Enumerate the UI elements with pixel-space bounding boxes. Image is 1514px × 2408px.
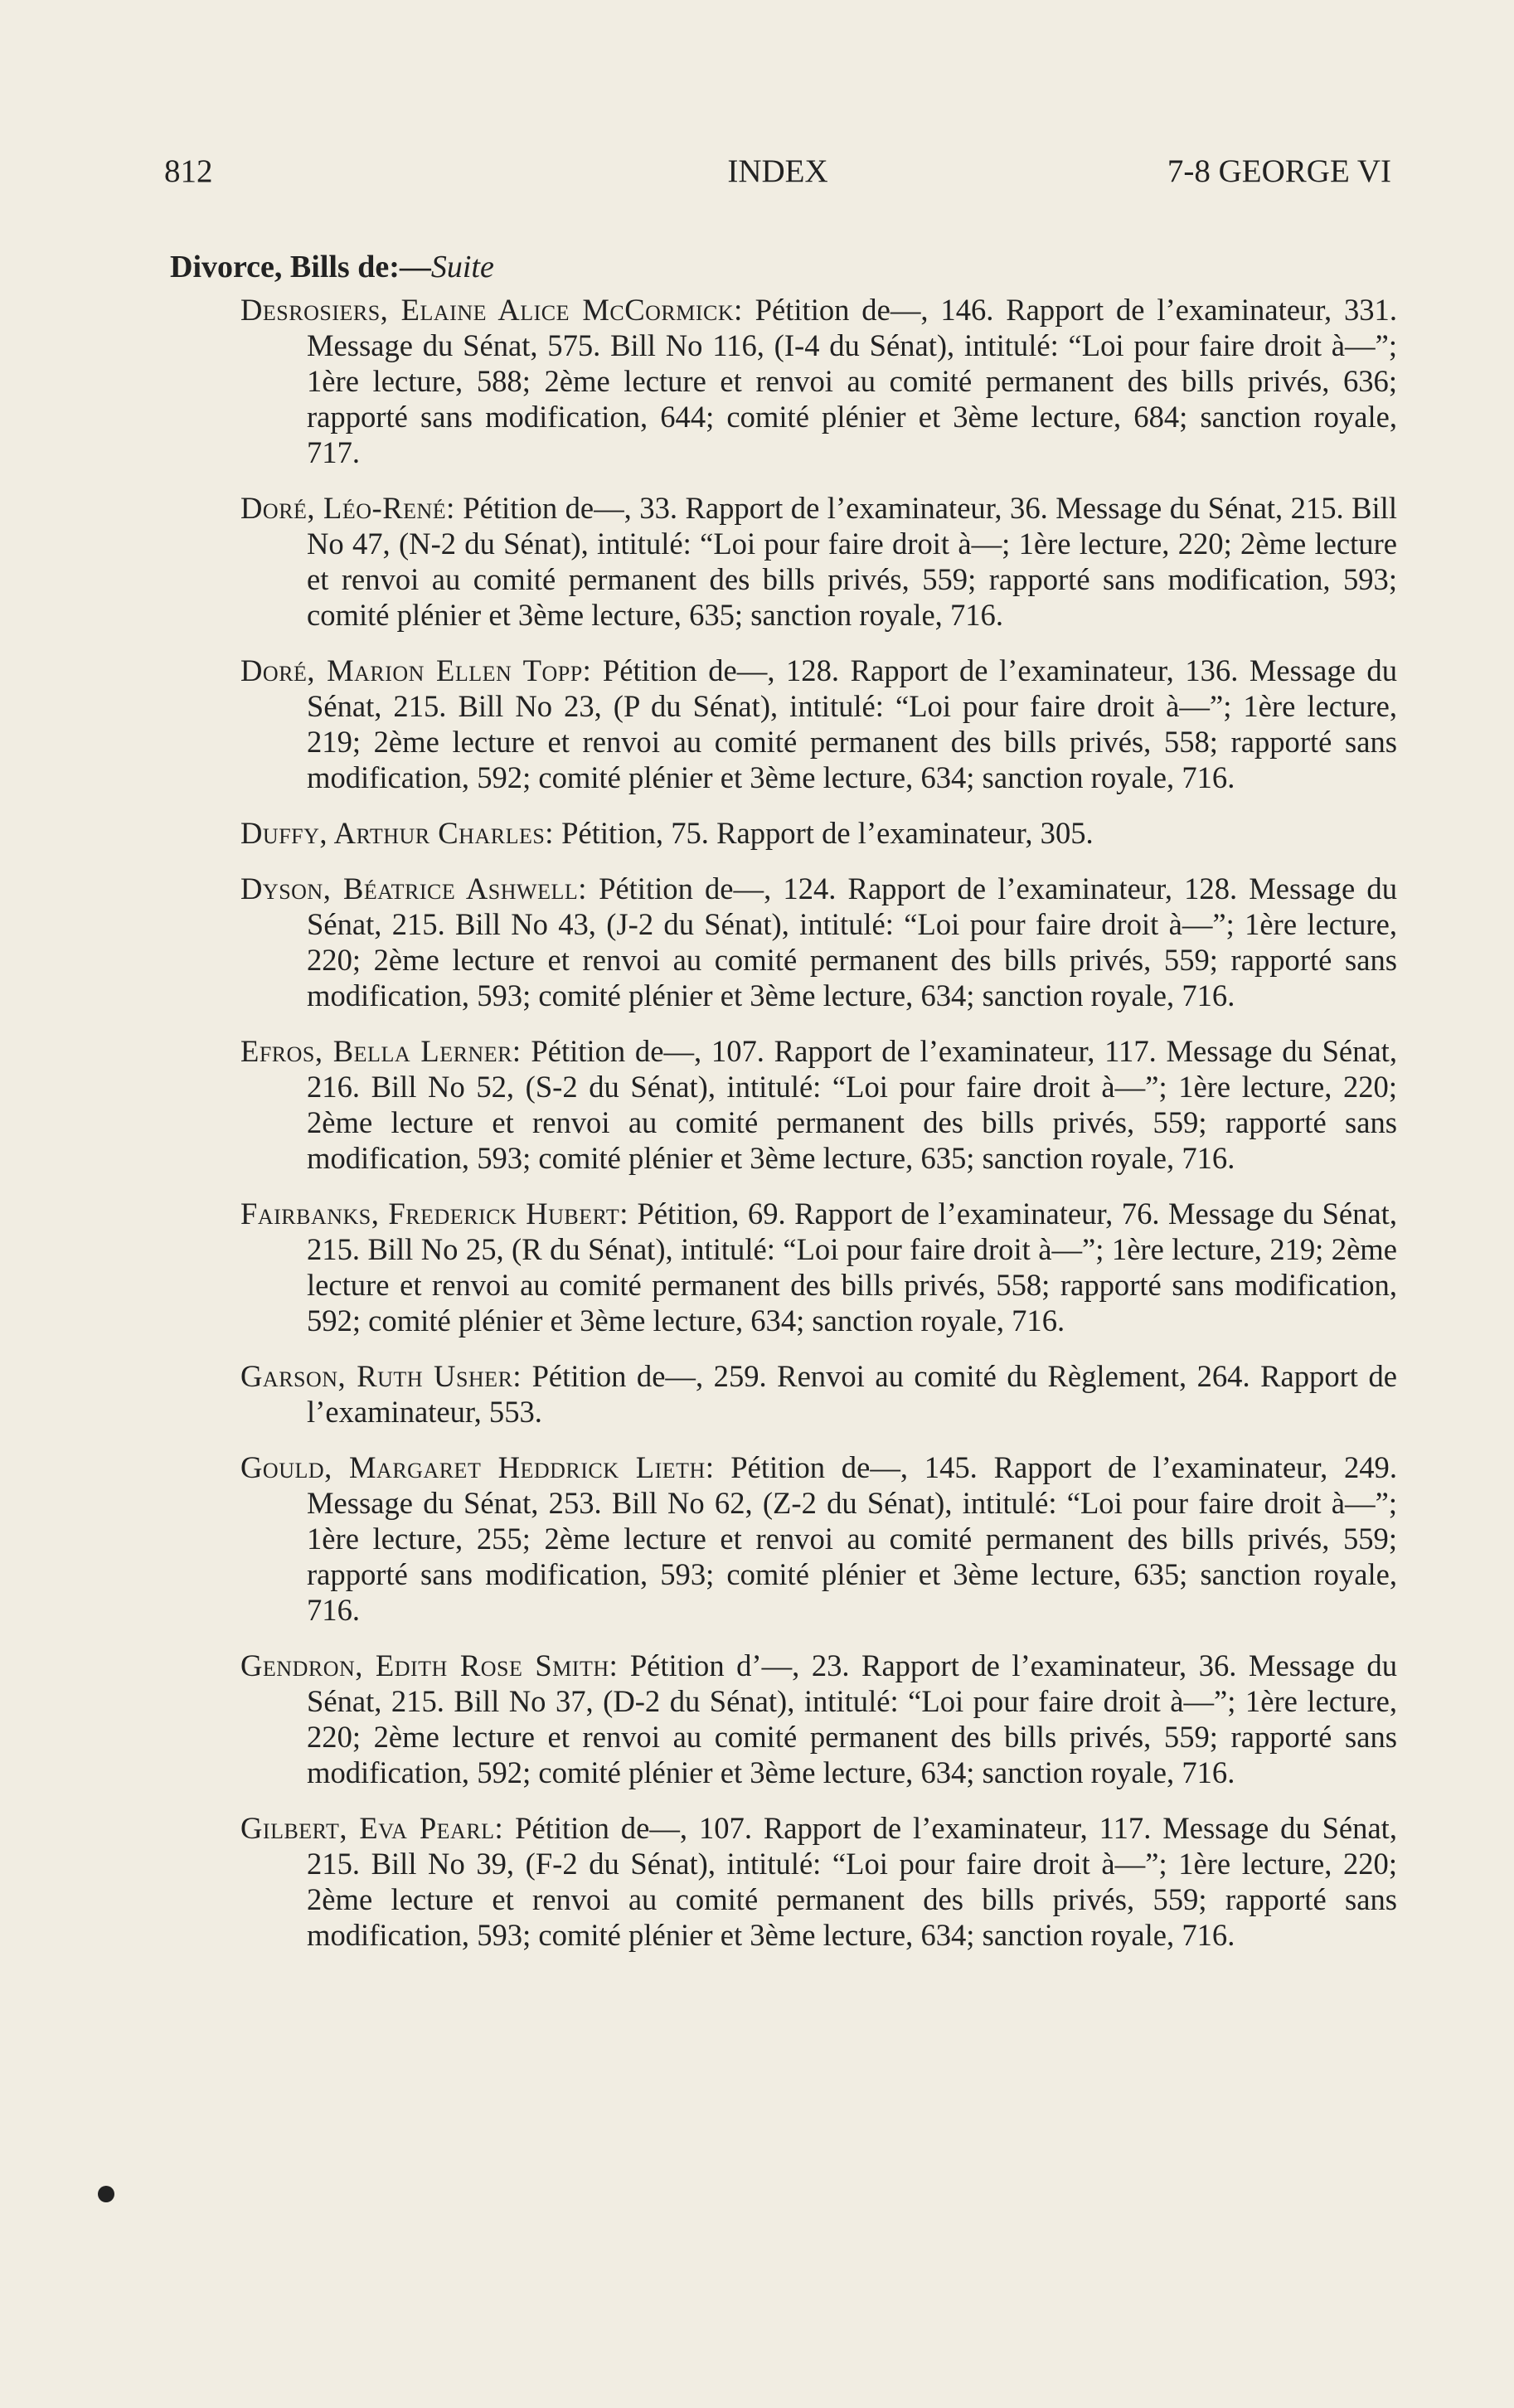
entry-name: Dyson, Béatrice Ashwell:: [240, 871, 587, 905]
entry-text: Pétition de—, 145. Rapport de l’examinateur, 249. Message du Sénat, 253. Bill No 62, (Z-2 du Sénat), intitulé: “Loi pour faire droit à—”; 1ère lecture, 255; 2ème lecture et renvoi au comité permanent des bills privés, 559; rapporté sans modification, 593; comité plénier et 3ème lecture, 635; sanction royale, 716.: [307, 1450, 1397, 1627]
index-entry: [240, 1358, 1397, 1430]
entry-text: Pétition de—, 259. Renvoi au comité du Règlement, 264. Rapport de l’examinateur, 553.: [307, 1359, 1397, 1429]
entry-text: Pétition de—, 128. Rapport de l’examinateur, 136. Message du Sénat, 215. Bill No 23, (P du Sénat), intitulé: “Loi pour faire droit à—”; 1ère lecture, 219; 2ème lecture et renvoi au comité permanent des bills privés, 558; rapporté sans modification, 592; comité plénier et 3ème lecture, 634; sanction royale, 716.: [307, 653, 1397, 794]
entry-name: Garson, Ruth Usher:: [240, 1359, 522, 1393]
section-heading-suite: Suite: [430, 250, 494, 284]
entry-text: Pétition, 75. Rapport de l’examinateur, 305.: [561, 816, 1094, 850]
index-entry: [240, 490, 1397, 633]
entry-name: Duffy, Arthur Charles:: [240, 816, 554, 850]
entry-name: Efros, Bella Lerner:: [240, 1034, 522, 1068]
entry-name: Gilbert, Eva Pearl:: [240, 1811, 504, 1845]
entry-name: Gould, Margaret Heddrick Lieth:: [240, 1450, 715, 1484]
section-heading: [170, 246, 494, 288]
entry-name: Fairbanks, Frederick Hubert:: [240, 1197, 628, 1231]
entry-text: Pétition d’—, 23. Rapport de l’examinateur, 36. Message du Sénat, 215. Bill No 37, (D-2 du Sénat), intitulé: “Loi pour faire droit à—”; 1ère lecture, 220; 2ème lecture et renvoi au comité permanent des bills privés, 559; rapporté sans modification, 592; comité plénier et 3ème lecture, 634; sanction royale, 716.: [307, 1648, 1397, 1789]
index-entry: [240, 815, 1397, 851]
index-entry: [240, 1449, 1397, 1628]
entry-name: Gendron, Edith Rose Smith:: [240, 1648, 619, 1682]
index-entry: [240, 871, 1397, 1013]
index-entry: [240, 1196, 1397, 1338]
index-entry: [240, 653, 1397, 795]
page-title: INDEX: [727, 153, 828, 189]
entry-name: Doré, Léo-René:: [240, 491, 455, 525]
entry-name: Desrosiers, Elaine Alice McCormick:: [240, 293, 743, 327]
section-heading-text: Divorce, Bills de:—: [170, 250, 431, 284]
entry-text: Pétition de—, 146. Rapport de l’examinateur, 331. Message du Sénat, 575. Bill No 116, (I-4 du Sénat), intitulé: “Loi pour faire droit à—”; 1ère lecture, 588; 2ème lecture et renvoi au comité permanent des bills privés, 636; rapporté sans modification, 644; comité plénier et 3ème lecture, 684; sanction royale, 717.: [307, 293, 1397, 469]
page-number: 812: [164, 153, 213, 189]
entry-text: Pétition de—, 124. Rapport de l’examinateur, 128. Message du Sénat, 215. Bill No 43, (J-2 du Sénat), intitulé: “Loi pour faire droit à—”; 1ère lecture, 220; 2ème lecture et renvoi au comité permanent des bills privés, 559; rapporté sans modification, 593; comité plénier et 3ème lecture, 634; sanction royale, 716.: [307, 871, 1397, 1012]
entry-name: Doré, Marion Ellen Topp:: [240, 653, 592, 687]
entry-text: Pétition, 69. Rapport de l’examinateur, 76. Message du Sénat, 215. Bill No 25, (R du Sénat), intitulé: “Loi pour faire droit à—”; 1ère lecture, 219; 2ème lecture et renvoi au comité permanent des bills privés, 558; rapporté sans modification, 592; comité plénier et 3ème lecture, 634; sanction royale, 716.: [307, 1197, 1397, 1338]
page-header: [164, 149, 1391, 194]
running-head-year: 7-8 GEORGE VI: [1167, 153, 1391, 189]
entry-text: Pétition de—, 107. Rapport de l’examinateur, 117. Message du Sénat, 215. Bill No 39, (F-2 du Sénat), intitulé: “Loi pour faire droit à—”; 1ère lecture, 220; 2ème lecture et renvoi au comité permanent des bills privés, 559; rapporté sans modification, 593; comité plénier et 3ème lecture, 634; sanction royale, 716.: [307, 1811, 1397, 1952]
index-entry: [240, 1648, 1397, 1790]
entry-text: Pétition de—, 33. Rapport de l’examinateur, 36. Message du Sénat, 215. Bill No 47, (N-2 du Sénat), intitulé: “Loi pour faire droit à—; 1ère lecture, 220; 2ème lecture et renvoi au comité permanent des bills privés, 559; rapporté sans modification, 593; comité plénier et 3ème lecture, 635; sanction royale, 716.: [307, 491, 1397, 632]
index-entry: [240, 292, 1397, 470]
page-dot-mark: [98, 2186, 114, 2202]
index-entries: [240, 292, 1397, 1973]
index-entry: [240, 1810, 1397, 1953]
index-entry: [240, 1033, 1397, 1176]
entry-text: Pétition de—, 107. Rapport de l’examinateur, 117. Message du Sénat, 216. Bill No 52, (S-2 du Sénat), intitulé: “Loi pour faire droit à—”; 1ère lecture, 220; 2ème lecture et renvoi au comité permanent des bills privés, 559; rapporté sans modification, 593; comité plénier et 3ème lecture, 635; sanction royale, 716.: [307, 1034, 1397, 1175]
